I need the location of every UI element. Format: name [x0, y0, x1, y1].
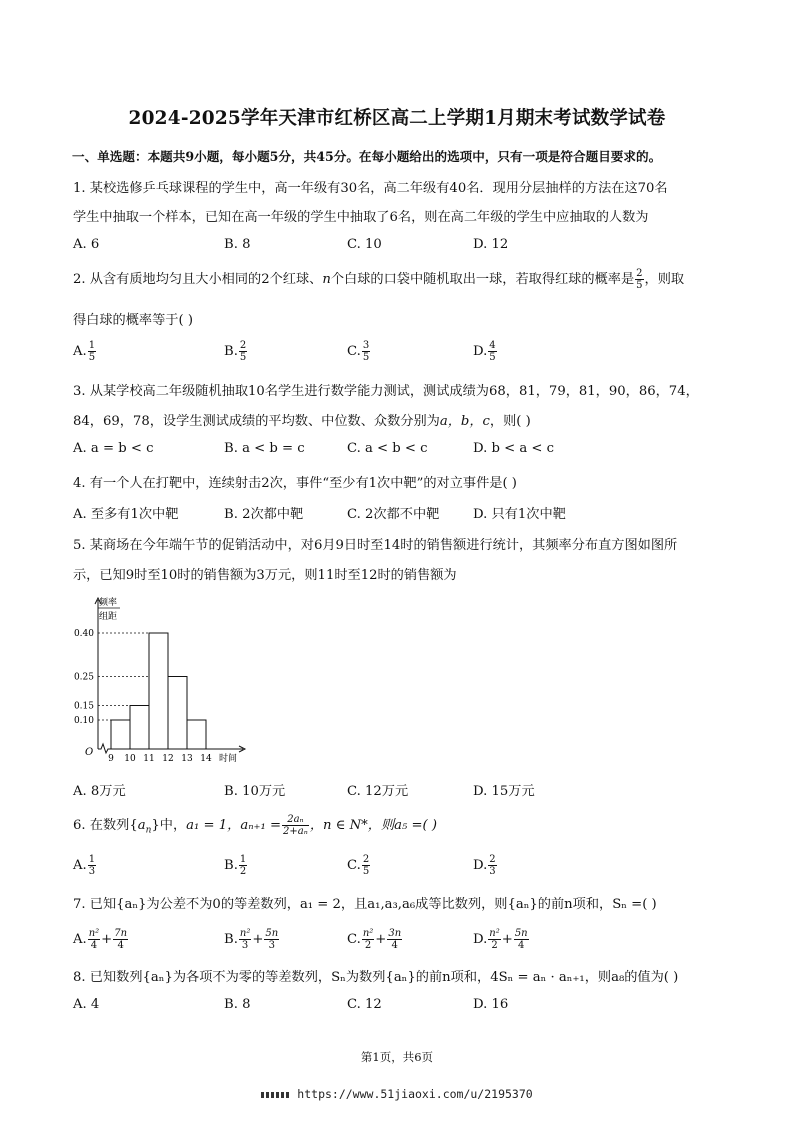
q7-c-n1: n² — [362, 928, 374, 939]
q7-option-b-frac1 — [239, 928, 251, 951]
q2-option-d-den: 5 — [489, 352, 496, 363]
page-footer: 第1页，共6页 — [360, 1050, 434, 1064]
q3-option-d: D. b < a < c — [473, 441, 555, 456]
q6-option-d — [473, 854, 498, 877]
q2-option-d-num: 4 — [489, 340, 496, 351]
q6-middle: }中， — [151, 818, 187, 833]
q6-option-a-den: 3 — [88, 866, 96, 877]
q4-option-b: B. 2次都中靶 — [224, 507, 304, 522]
q2-fraction — [635, 268, 643, 291]
q6-cond3: ，n ∈ N*，则 — [309, 818, 395, 833]
histogram-bar — [111, 720, 130, 749]
q2-option-a-frac — [88, 340, 96, 363]
q6-option-b-num: 1 — [239, 854, 247, 865]
q7-option-d — [473, 928, 530, 951]
q7-option-a-label: A. — [73, 932, 87, 947]
q7-option-c-label: C. — [347, 932, 361, 947]
question-2-line-2: 得白球的概率等于( ) — [73, 313, 193, 328]
q2-option-d — [473, 340, 498, 363]
q6-target: a₅ =( ) — [394, 818, 438, 833]
q7-option-c-frac1 — [362, 928, 374, 951]
q7-option-d-frac2 — [514, 928, 529, 951]
q2-option-a-den: 5 — [88, 352, 96, 363]
q6-option-a-frac — [88, 854, 96, 877]
q5-option-b: B. 10万元 — [224, 784, 286, 799]
q8-option-c: C. 12 — [347, 997, 382, 1012]
q6-option-b — [224, 854, 248, 877]
q6-option-d-den: 3 — [489, 866, 496, 877]
q7-option-d-frac1 — [488, 928, 500, 951]
q7-b-op: + — [252, 932, 264, 947]
q2-option-c-num: 3 — [362, 340, 370, 351]
q6-option-c-label: C. — [347, 858, 361, 873]
q1-option-c: C. 10 — [347, 237, 382, 252]
q2-option-b-label: B. — [224, 344, 238, 359]
x-tick-label: 10 — [124, 754, 136, 764]
q7-a-op: + — [101, 932, 113, 947]
y-label-bottom: 组距 — [99, 612, 118, 622]
q7-b-d1: 3 — [241, 940, 249, 951]
q2-var-n: n — [322, 272, 331, 287]
q5-option-d: D. 15万元 — [473, 784, 535, 799]
q7-d-n2: 5n — [514, 928, 528, 939]
question-6-line — [73, 814, 437, 837]
y-label-top: 频率 — [99, 598, 118, 608]
q6-frac-num: 2aₙ — [282, 814, 309, 826]
q7-a-n1: n² — [88, 928, 100, 939]
q6-prefix: 6. 在数列{ — [73, 818, 138, 833]
q6-option-b-frac — [239, 854, 247, 877]
q2-option-c — [347, 340, 371, 363]
question-2-line-1 — [73, 268, 684, 291]
watermark-url — [0, 1087, 794, 1101]
question-3-line-1: 3. 从某学校高二年级随机抽取10名学生进行数学能力测试，测试成绩为68，81，79，81，90，86，74， — [73, 384, 699, 399]
q3-text-a: 84，69，78，设学生测试成绩的平均数、中位数、众数分别为 — [73, 414, 440, 429]
q2-option-b-num: 2 — [239, 340, 247, 351]
q1-option-b: B. 8 — [224, 237, 251, 252]
q8-option-a: A. 4 — [73, 997, 100, 1012]
q7-c-n2: 3n — [388, 928, 402, 939]
y-tick-label: 0.25 — [73, 672, 94, 683]
histogram-bar — [130, 706, 149, 750]
q8-option-d: D. 16 — [473, 997, 509, 1012]
q7-c-d1: 2 — [364, 940, 372, 951]
question-5-line-1: 5. 某商场在今年端午节的促销活动中，对6月9日时至14时的销售额进行统计，其频率分布直方图如图所 — [73, 538, 678, 553]
q2-option-a-label: A. — [73, 344, 87, 359]
q7-b-d2: 3 — [268, 940, 275, 951]
y-tick-label: 0.15 — [73, 701, 94, 712]
histogram-bar — [187, 720, 206, 749]
q3-option-b: B. a < b = c — [224, 441, 305, 456]
q3-option-a: A. a = b < c — [73, 441, 154, 456]
q7-option-c-frac2 — [387, 928, 402, 951]
q7-d-d1: 2 — [491, 940, 498, 951]
watermark-text: https://www.51jiaoxi.com/u/2195370 — [297, 1087, 533, 1101]
y-tick-label: 0.10 — [73, 716, 94, 726]
question-7-line: 7. 已知{aₙ}为公差不为0的等差数列，a₁ = 2，且a₁,a₃,a₆成等比数列，则{aₙ}的前n项和，Sₙ =( ) — [73, 897, 657, 912]
q4-option-a: A. 至多有1次中靶 — [73, 507, 179, 522]
histogram-bar — [149, 633, 168, 749]
q4-option-c: C. 2次都不中靶 — [347, 507, 440, 522]
question-4-line-1: 4. 有一个人在打靶中，连续射击2次，事件“至少有1次中靶”的对立事件是( ) — [73, 476, 517, 491]
q2-option-b — [224, 340, 248, 363]
histogram-bar — [168, 677, 187, 750]
q7-c-d2: 4 — [391, 940, 398, 951]
q7-option-b-frac2 — [264, 928, 279, 951]
q6-fraction — [282, 814, 309, 837]
q7-option-b — [224, 928, 280, 951]
q7-d-d2: 4 — [518, 940, 525, 951]
q5-option-a: A. 8万元 — [73, 784, 126, 799]
q2-option-c-label: C. — [347, 344, 361, 359]
q6-seq: $a_n$ — [137, 818, 152, 836]
q4-option-d: D. 只有1次中靶 — [473, 507, 566, 522]
question-1-line-1: 1. 某校选修乒乓球课程的学生中，高一年级有30名，高二年级有40名．现用分层抽样的方法在这70名 — [73, 181, 668, 196]
x-tick-label: 11 — [143, 754, 155, 764]
q6-option-c-num: 2 — [362, 854, 370, 865]
q7-option-a-frac1 — [88, 928, 100, 951]
q1-option-d: D. 12 — [473, 237, 509, 252]
q5-option-c: C. 12万元 — [347, 784, 409, 799]
q6-option-a — [73, 854, 97, 877]
q7-c-op: + — [375, 932, 387, 947]
x-tick-label: 9 — [108, 754, 114, 764]
q7-a-n2: 7n — [114, 928, 128, 939]
q7-b-n1: n² — [239, 928, 251, 939]
question-5-line-2: 示，已知9时至10时的销售额为3万元，则11时至12时的销售额为 — [73, 568, 457, 583]
q2-option-b-frac — [239, 340, 247, 363]
q6-cond1: a₁ = 1， — [186, 818, 241, 833]
q2-frac-num: 2 — [636, 268, 643, 279]
q7-b-n2: 5n — [265, 928, 279, 939]
watermark-logo-icon — [261, 1092, 291, 1098]
q7-option-a — [73, 928, 129, 951]
y-tick-label: 0.40 — [73, 629, 94, 639]
q3-option-c: C. a < b < c — [347, 441, 428, 456]
q6-option-d-num: 2 — [489, 854, 496, 865]
q6-option-a-num: 1 — [88, 854, 96, 865]
q6-option-c-den: 5 — [362, 866, 370, 877]
q7-d-op: + — [501, 932, 513, 947]
q7-option-d-label: D. — [473, 932, 488, 947]
q7-option-c — [347, 928, 403, 951]
q6-cond2-lhs: aₙ₊₁ = — [240, 818, 282, 833]
q6-option-c — [347, 854, 371, 877]
x-tick-label: 12 — [162, 754, 174, 764]
q6-frac-den: 2+aₙ — [283, 826, 308, 837]
q2-option-a — [73, 340, 97, 363]
question-8-line: 8. 已知数列{aₙ}为各项不为零的等差数列，Sₙ为数列{aₙ}的前n项和，4Sₙ = aₙ · aₙ₊₁，则a₈的值为( ) — [73, 970, 679, 985]
question-1-line-2: 学生中抽取一个样本，已知在高一年级的学生中抽取了6名，则在高二年级的学生中应抽取的人数为 — [73, 210, 649, 225]
q7-a-d2: 4 — [117, 940, 124, 951]
q3-text-b: ，则( ) — [489, 414, 531, 429]
histogram-chart — [68, 592, 258, 772]
q6-option-d-frac — [488, 854, 496, 877]
x-tick-label: 14 — [200, 754, 212, 764]
section-heading: 一、单选题：本题共9小题，每小题5分，共45分。在每小题给出的选项中，只有一项是符合题目要求的。 — [72, 149, 662, 164]
page-title: 2024-2025学年天津市红桥区高二上学期1月期末考试数学试卷 — [128, 108, 666, 129]
q2-text-b: 个白球的口袋中随机取出一球，若取得红球的概率是 — [330, 272, 635, 287]
origin-label: O — [85, 747, 94, 758]
q7-option-a-frac2 — [113, 928, 128, 951]
q1-option-a: A. 6 — [73, 237, 100, 252]
q7-d-n1: n² — [489, 928, 500, 939]
q3-vars: a，b，c — [439, 414, 490, 429]
q6-option-b-label: B. — [224, 858, 238, 873]
q8-option-b: B. 8 — [224, 997, 251, 1012]
q2-option-c-den: 5 — [362, 352, 370, 363]
q6-option-a-label: A. — [73, 858, 87, 873]
q2-option-a-num: 1 — [88, 340, 96, 351]
q6-option-d-label: D. — [473, 858, 488, 873]
q2-option-c-frac — [362, 340, 370, 363]
q6-option-c-frac — [362, 854, 370, 877]
q2-text-c: ，则取 — [644, 272, 685, 287]
q2-frac-den: 5 — [636, 280, 643, 291]
q2-option-d-frac — [488, 340, 496, 363]
q6-option-b-den: 2 — [239, 866, 247, 877]
x-tick-label: 13 — [181, 754, 193, 764]
q7-a-d1: 4 — [90, 940, 98, 951]
q2-text-a: 2. 从含有质地均匀且大小相同的2个红球、 — [73, 272, 323, 287]
q7-option-b-label: B. — [224, 932, 238, 947]
q2-option-b-den: 5 — [239, 352, 247, 363]
question-3-line-2 — [73, 410, 531, 429]
q2-option-d-label: D. — [473, 344, 488, 359]
x-axis-label: 时间 — [219, 754, 238, 764]
